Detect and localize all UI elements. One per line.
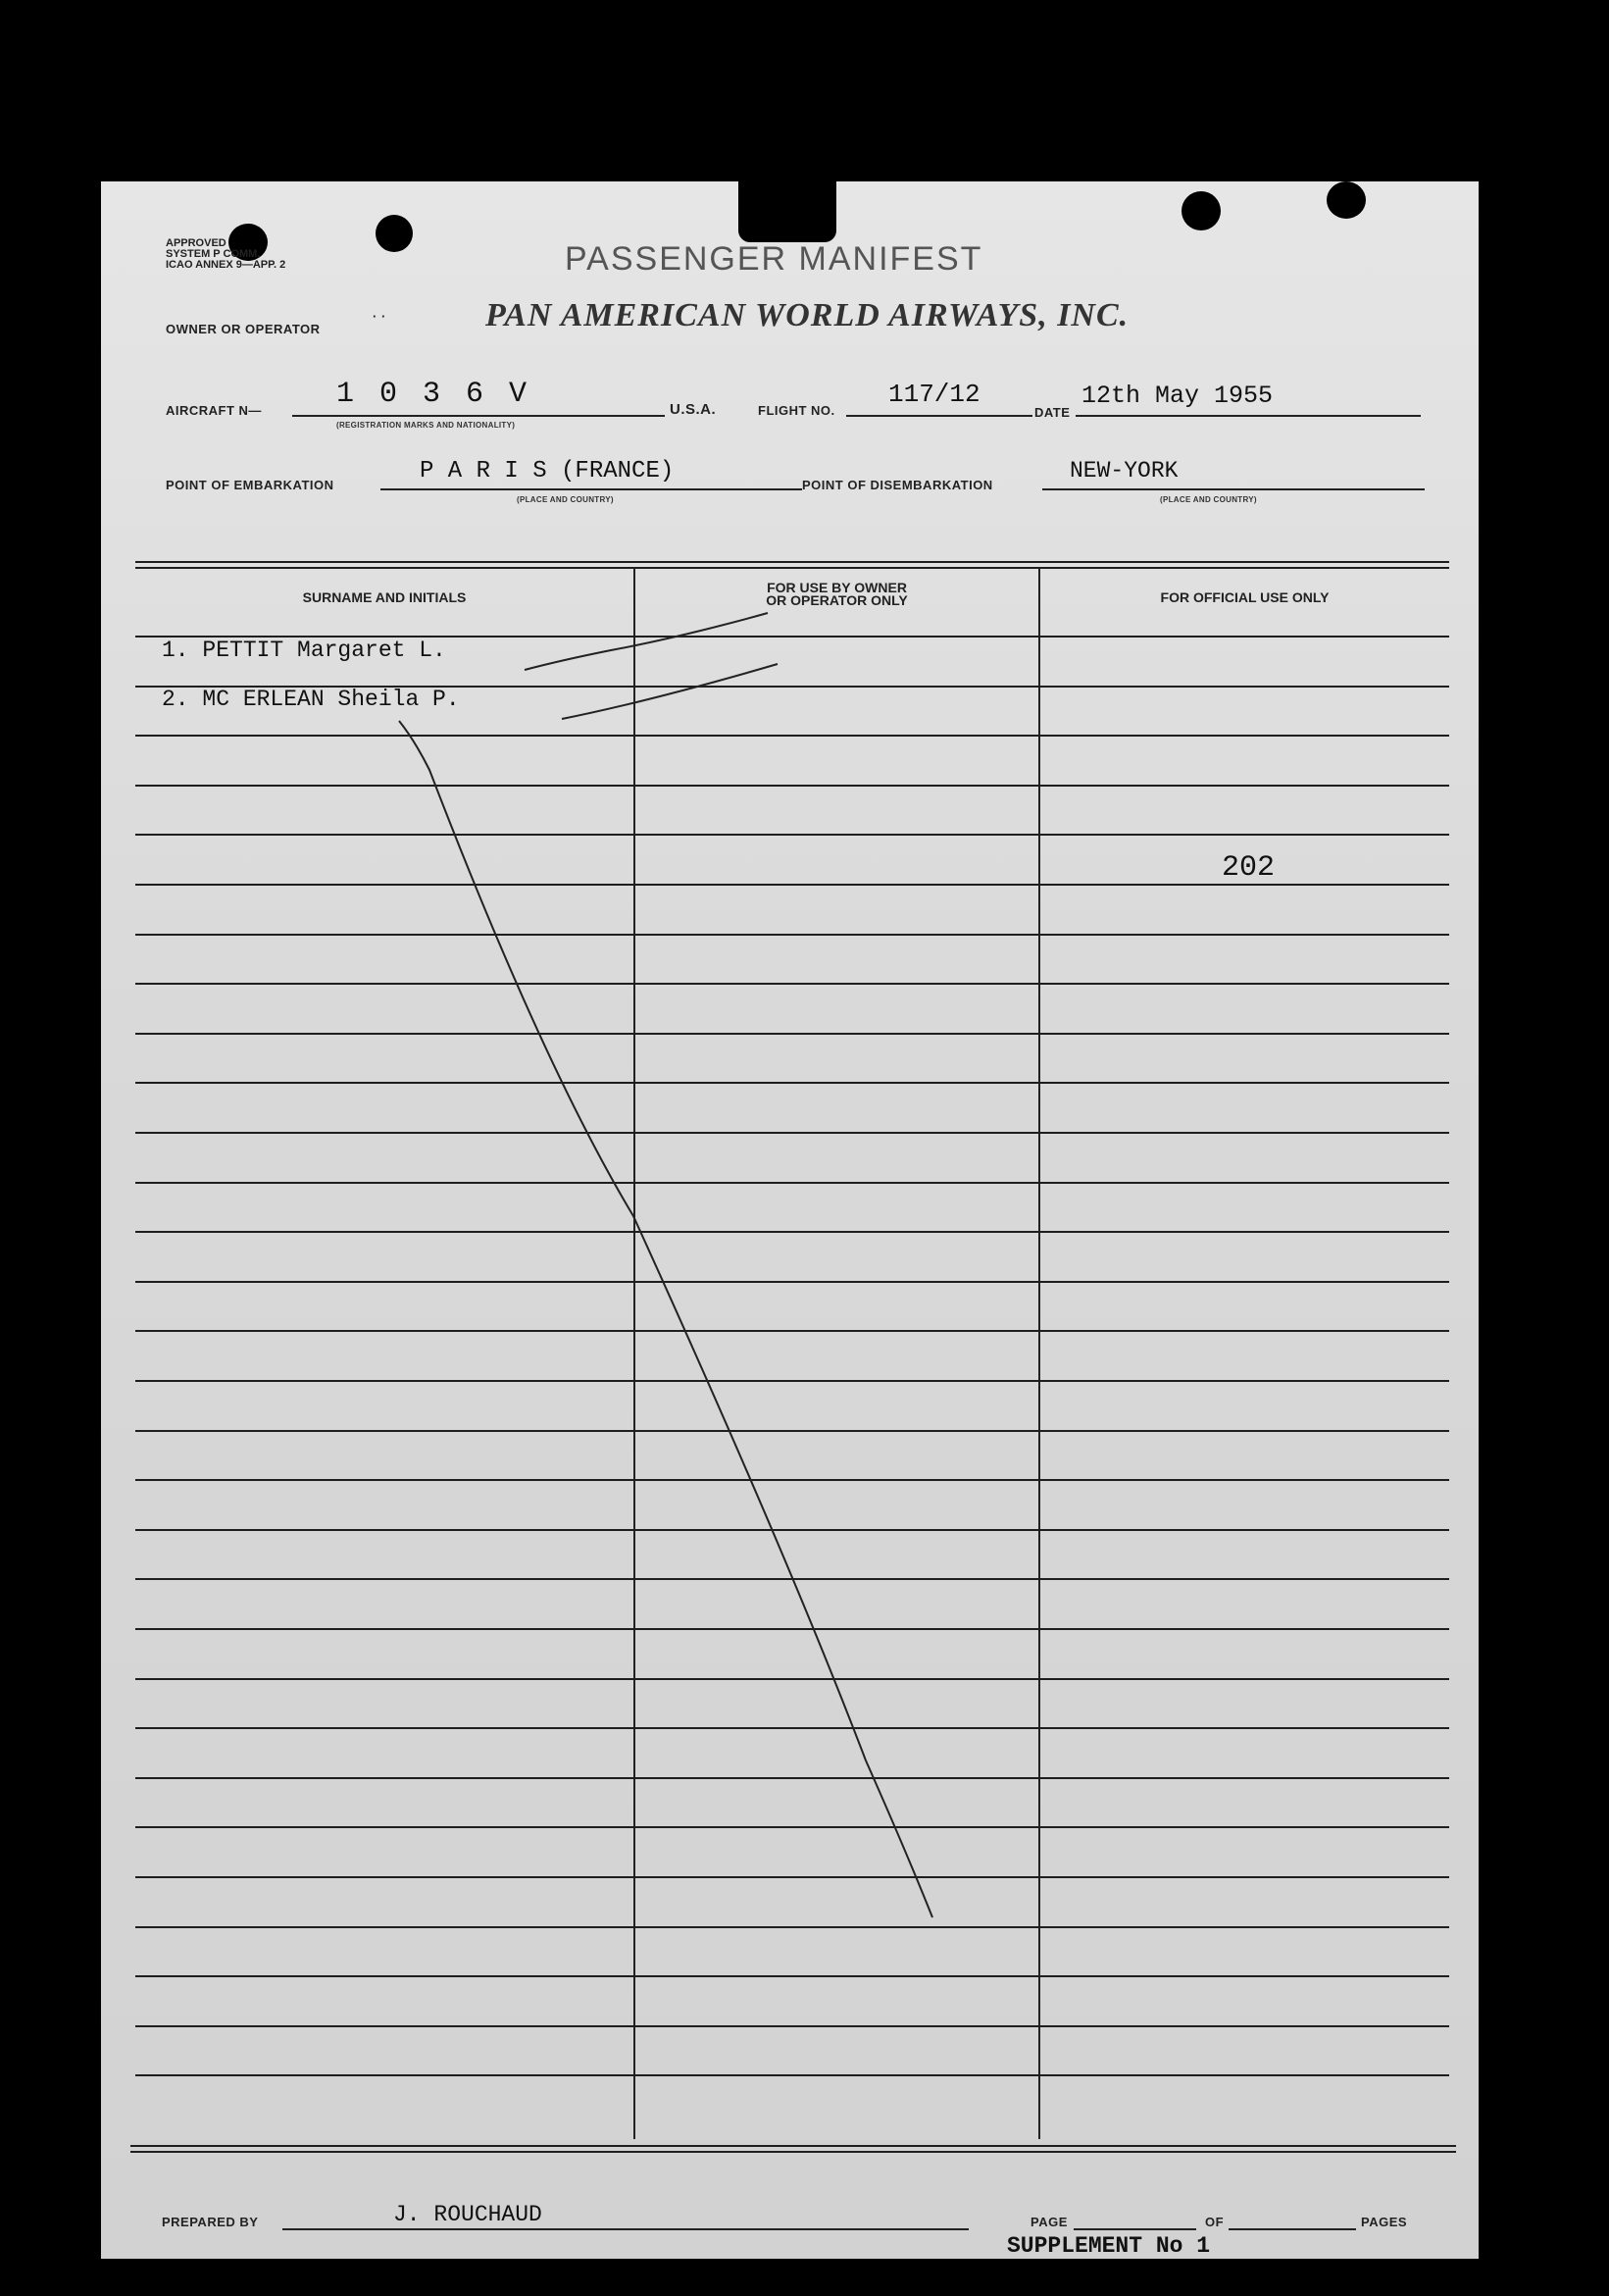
disembark-label: POINT OF DISEMBARKATION bbox=[802, 478, 993, 492]
supplement-note: SUPPLEMENT No 1 bbox=[1007, 2233, 1211, 2259]
form-title: PASSENGER MANIFEST bbox=[565, 240, 983, 278]
official-note: 202 bbox=[1222, 851, 1276, 885]
owner-value: PAN AMERICAN WORLD AIRWAYS, INC. bbox=[485, 297, 1130, 333]
approval-notice: APPROVED SYSTEM P COMM. ICAO ANNEX 9—APP. 2 bbox=[166, 237, 286, 271]
usa-label: U.S.A. bbox=[670, 401, 717, 418]
column-header-surname: SURNAME AND INITIALS bbox=[302, 589, 467, 605]
disembark-value: NEW-YORK bbox=[1070, 458, 1179, 484]
column-header-official-use: FOR OFFICIAL USE ONLY bbox=[1160, 589, 1330, 605]
owner-label: OWNER OR OPERATOR bbox=[166, 322, 321, 336]
prepared-underline bbox=[282, 2228, 969, 2230]
aircraft-value: 1 0 3 6 V bbox=[336, 378, 531, 411]
pages-label: PAGES bbox=[1361, 2215, 1408, 2229]
manifest-sheet bbox=[101, 181, 1479, 2259]
passenger-name: 2. MC ERLEAN Sheila P. bbox=[162, 687, 460, 712]
table-bottom-rule bbox=[130, 2145, 1456, 2147]
owner-mark: · · bbox=[373, 309, 386, 324]
of-label: OF bbox=[1205, 2215, 1225, 2229]
flight-label: FLIGHT NO. bbox=[758, 403, 835, 418]
disembark-sublabel: (PLACE AND COUNTRY) bbox=[1160, 495, 1257, 504]
page-underline bbox=[1074, 2228, 1196, 2230]
table-bottom-rule bbox=[130, 2151, 1456, 2153]
embark-label: POINT OF EMBARKATION bbox=[166, 478, 334, 492]
date-label: DATE bbox=[1034, 405, 1071, 420]
passenger-name: 1. PETTIT Margaret L. bbox=[162, 638, 446, 663]
prepared-label: PREPARED BY bbox=[162, 2215, 259, 2229]
pen-strokes bbox=[101, 181, 1479, 2259]
pen-stroke bbox=[525, 613, 768, 670]
aircraft-sublabel: (REGISTRATION MARKS AND NATIONALITY) bbox=[336, 421, 516, 430]
aircraft-label: AIRCRAFT N— bbox=[166, 403, 262, 418]
of-underline bbox=[1229, 2228, 1356, 2230]
column-header-owner-use: FOR USE BY OWNER OR OPERATOR ONLY bbox=[766, 580, 908, 608]
prepared-value: J. ROUCHAUD bbox=[393, 2202, 542, 2227]
page-label: PAGE bbox=[1031, 2215, 1068, 2229]
embark-value: P A R I S (FRANCE) bbox=[420, 458, 675, 485]
embark-sublabel: (PLACE AND COUNTRY) bbox=[517, 495, 614, 504]
pen-stroke bbox=[399, 721, 932, 1917]
date-value: 12th May 1955 bbox=[1081, 382, 1274, 410]
pen-stroke bbox=[562, 664, 778, 719]
flight-value: 117/12 bbox=[888, 380, 980, 409]
